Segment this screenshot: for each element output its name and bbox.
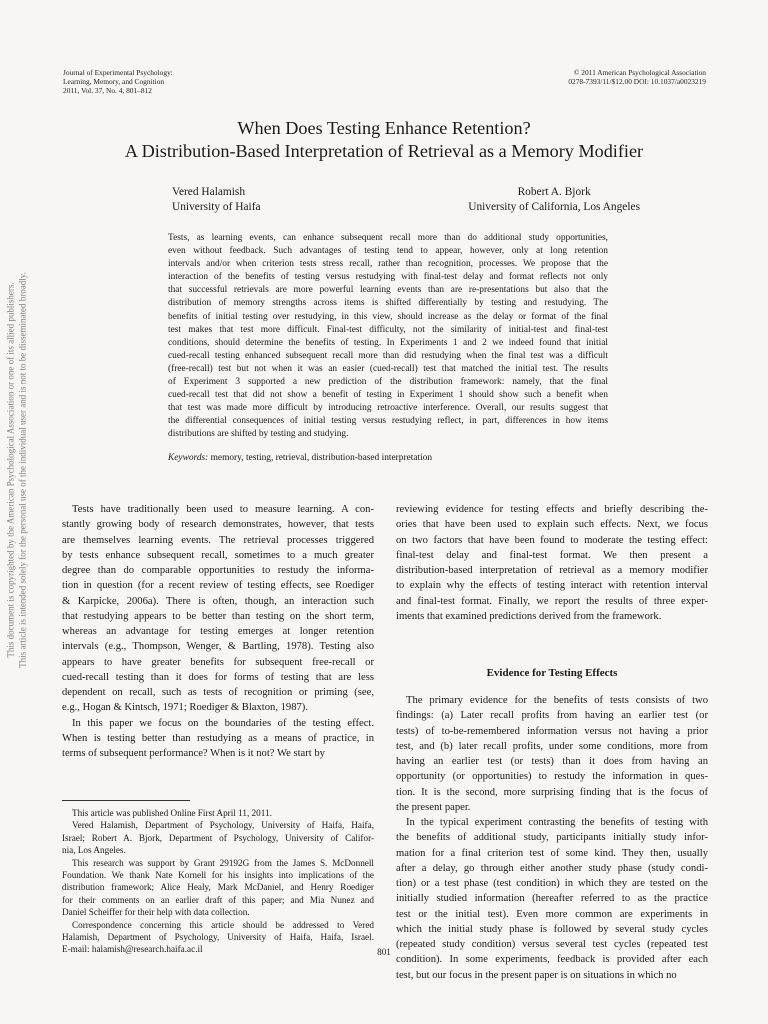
footnote-line: distribution framework; Alice Healy, Mark McDaniel, and Henry Roediger bbox=[62, 882, 374, 893]
abstract-line: distributions are shifted by testing and studying. bbox=[168, 429, 349, 440]
body-line: to explain why the effects of testing interact with retention interval bbox=[396, 580, 708, 592]
abstract-line: (free-recall) test but not when it was an easier (cued-recall) test that matched the initial test. The results bbox=[168, 363, 608, 374]
body-line: by tests enhance subsequent recall, sometimes to a much greater bbox=[62, 549, 374, 561]
article-title bbox=[0, 117, 768, 163]
body-line: whereas an advantage for testing emerges at longer retention bbox=[62, 626, 374, 637]
body-line: In this paper we focus on the boundaries of the testing effect. bbox=[72, 717, 374, 729]
body-line: condition). In some experiments, feedback is provided after each bbox=[396, 954, 708, 966]
body-line: distribution-based interpretation of retrieval as a memory modifier bbox=[396, 565, 708, 576]
section-heading: Evidence for Testing Effects bbox=[486, 667, 618, 679]
doi-line: 0278-7393/11/$12.00 DOI: 10.1037/a0023219 bbox=[568, 77, 706, 87]
journal-info bbox=[63, 68, 173, 96]
author-block-halamish bbox=[172, 185, 261, 215]
body-line: appears to have greater benefits for subsequent free-recall or bbox=[62, 656, 374, 668]
body-line: dependent on recall, such as tests of recognition or priming (see, bbox=[62, 687, 374, 698]
abstract-line: interaction of the benefits of testing versus restudying with final-test delay and format reflects not only bbox=[168, 272, 608, 283]
body-line: When is testing better than restudying as a means of practice, in bbox=[62, 732, 374, 744]
body-line: mation for a final criterion test of some kind. They then, usually bbox=[396, 847, 708, 859]
abstract-line: the differential consequences of initial testing versus restudying reflect, in part, differences in how items bbox=[168, 416, 608, 427]
body-line: intervals (e.g., Thompson, Wenger, & Bartling, 1978). Testing also bbox=[62, 641, 374, 653]
body-line: tion in question (for a recent review of testing effects, see Roediger bbox=[62, 580, 374, 592]
body-line: that restudying appears to be better than testing on the short term, bbox=[62, 610, 374, 622]
body-line: Tests have traditionally been used to measure learning. A con- bbox=[72, 504, 374, 515]
body-line: on two factors that have been found to moderate the testing effect: bbox=[396, 534, 708, 546]
body-line: which the initial study phase is followed by several study cycles bbox=[396, 923, 708, 935]
body-line: initially studied information (hereafter referred to as the practice bbox=[396, 893, 708, 905]
body-line: stantly growing body of research demonstrates, however, that tests bbox=[62, 519, 374, 531]
footnote-line: This research was support by Grant 29192G from the James S. McDonnell bbox=[72, 857, 374, 868]
footnote-line: Foundation. We thank Nate Kornell for his insights into implications of the bbox=[62, 870, 374, 881]
title-line: A Distribution-Based Interpretation of Retrieval as a Memory Modifier bbox=[124, 141, 644, 161]
body-line: iments that examined predictions derived from the framework. bbox=[396, 610, 662, 622]
body-line: the benefits of additional study, participants initially study infor- bbox=[396, 832, 708, 844]
abstract-line: Tests, as learning events, can enhance subsequent recall more than do additional study opportunities, bbox=[168, 233, 608, 243]
author-affiliation: University of California, Los Angeles bbox=[468, 201, 640, 213]
footnote-line: E-mail: halamish@research.haifa.ac.il bbox=[62, 944, 203, 955]
body-line: test or the initial test). Even more common are experiments in bbox=[396, 908, 708, 920]
page-number: 801 bbox=[377, 947, 391, 957]
abstract-line: benefits of initial testing over restudying, in this view, should increase as the delay or format of the final bbox=[168, 311, 608, 322]
body-line: e.g., Hogan & Kintsch, 1971; Roediger & Blaxton, 1987). bbox=[62, 702, 308, 714]
footnote-line: Correspondence concerning this article should be addressed to Vered bbox=[72, 919, 374, 930]
body-line: after a delay, go through either another study phase (study condi- bbox=[396, 862, 708, 874]
abstract-line: that successful retrievals are more powerful learning events than are re-presentations but also that the bbox=[168, 285, 608, 296]
copyright-line: © 2011 American Psychological Association bbox=[573, 68, 706, 77]
footnote-line: Daniel Scheiffer for their help with data collection. bbox=[62, 907, 250, 918]
footnote-line: This article was published Online First April 11, 2011. bbox=[72, 808, 272, 818]
body-line: final-test delay and final-test format. We then present a bbox=[396, 549, 708, 561]
body-line: are themselves learning events. The retrieval processes triggered bbox=[62, 534, 374, 546]
body-line: terms of subsequent performance? When is it not? We start by bbox=[62, 748, 325, 759]
abstract-line: test makes that test more difficult. Final-test difficulty, not the similarity of initial-test and final-test bbox=[168, 324, 608, 335]
author-affiliation: University of Haifa bbox=[172, 201, 261, 213]
footnote-line: nia, Los Angeles. bbox=[62, 845, 126, 856]
body-line: having an earlier test (or tests) than it does from having an bbox=[396, 756, 708, 767]
body-line: The primary evidence for the benefits of tests consists of two bbox=[406, 695, 708, 706]
keywords-text: memory, testing, retrieval, distribution-based interpretation bbox=[210, 453, 433, 463]
title-line: When Does Testing Enhance Retention? bbox=[237, 118, 531, 138]
body-line: opportunity (or opportunities) to restudy the information in ques- bbox=[396, 771, 708, 783]
abstract-line: even without feedback. Such advantages of testing tend to appear, however, only at long retention bbox=[168, 246, 608, 257]
abstract-line: conditions, should determine the benefits of testing. In Experiments 1 and 2 we indeed found that initial bbox=[168, 337, 608, 348]
body-line: test, but our focus in the present paper is on situations in which no bbox=[396, 969, 677, 981]
side-notice-line-1: This document is copyrighted by the American Psychological Association or one of its allied publishers. bbox=[5, 282, 16, 658]
abstract-line: intervals and/or when criterion tests stress recall, rather than recognition, processes. We propose that the bbox=[168, 259, 608, 270]
keywords bbox=[168, 452, 432, 464]
author-name: Robert A. Bjork bbox=[517, 186, 591, 198]
body-column-right bbox=[396, 502, 708, 624]
body-line: degree than do comparable opportunities to restudy the informa- bbox=[62, 565, 374, 576]
body-line: and final-test format. Finally, we report the results of three exper- bbox=[396, 595, 708, 607]
journal-line: Learning, Memory, and Cognition bbox=[63, 77, 165, 87]
body-line: test, and (b) later recall profits, under some conditions, more from bbox=[396, 740, 708, 752]
abstract bbox=[168, 232, 608, 442]
body-line: (repeated study condition) versus several test cycles (repeated test bbox=[396, 939, 708, 950]
side-notice-line-2: This article is intended solely for the personal use of the individual user and is not to be disseminated broadly. bbox=[17, 272, 27, 668]
author-block-bjork bbox=[468, 185, 640, 215]
body-line: tion. It is the second, more surprising finding that is the focus of bbox=[396, 786, 708, 798]
body-line: the present paper. bbox=[396, 801, 471, 813]
body-column-right-section bbox=[396, 693, 708, 983]
abstract-line: that test was made more difficult by introducing retroactive interference. Overall, our results suggest that bbox=[168, 403, 608, 414]
body-line: In the typical experiment contrasting the benefits of testing with bbox=[406, 817, 708, 828]
abstract-line: cued-recall test that did not show a benefit of testing in Experiment 1 should show such a benefit when bbox=[168, 390, 608, 401]
abstract-line: of Experiment 3 supported a new prediction of the distribution framework: namely, that the final bbox=[168, 377, 608, 388]
body-line: tests) of to-be-remembered information versus not having a prior bbox=[396, 725, 708, 737]
body-line: tion) or a test phase (test condition) in which they are tested on the bbox=[396, 878, 708, 889]
footnote-line: for their comments on an earlier draft of this paper; and Mia Nunez and bbox=[62, 894, 374, 905]
footnote-divider bbox=[62, 800, 190, 801]
journal-line: Journal of Experimental Psychology: bbox=[63, 68, 173, 77]
body-line: ories that have been used to explain such effects. Next, we focus bbox=[396, 519, 708, 531]
abstract-line: cued-recall testing enhanced subsequent recall more than did restudying when the final test was a difficult bbox=[168, 350, 608, 361]
body-line: cued-recall testing than it does for forms of testing that are less bbox=[62, 671, 374, 683]
keywords-label: Keywords: bbox=[168, 453, 209, 463]
abstract-line: distribution of memory strengths across items is shifted differentially by testing and restudying. The bbox=[168, 298, 608, 309]
body-line: findings: (a) Later recall profits from having an earlier test (or bbox=[396, 710, 708, 722]
publisher-info bbox=[568, 68, 706, 86]
footnote-line: Israel; Robert A. Bjork, Department of Psychology, University of Califor- bbox=[62, 832, 374, 843]
body-line: & Karpicke, 2006a). There is often, though, an interaction such bbox=[62, 595, 374, 607]
footnote-line: Vered Halamish, Department of Psychology, University of Haifa, Haifa, bbox=[72, 820, 374, 831]
author-name: Vered Halamish bbox=[172, 186, 246, 198]
author-notes bbox=[62, 807, 374, 956]
footnote-line: Halamish, Department of Psychology, University of Haifa, Haifa, Israel. bbox=[62, 932, 374, 943]
body-line: reviewing evidence for testing effects and briefly describing the- bbox=[396, 504, 708, 515]
body-column-left bbox=[62, 502, 374, 761]
journal-line: 2011, Vol. 37, No. 4, 801–812 bbox=[63, 86, 152, 96]
